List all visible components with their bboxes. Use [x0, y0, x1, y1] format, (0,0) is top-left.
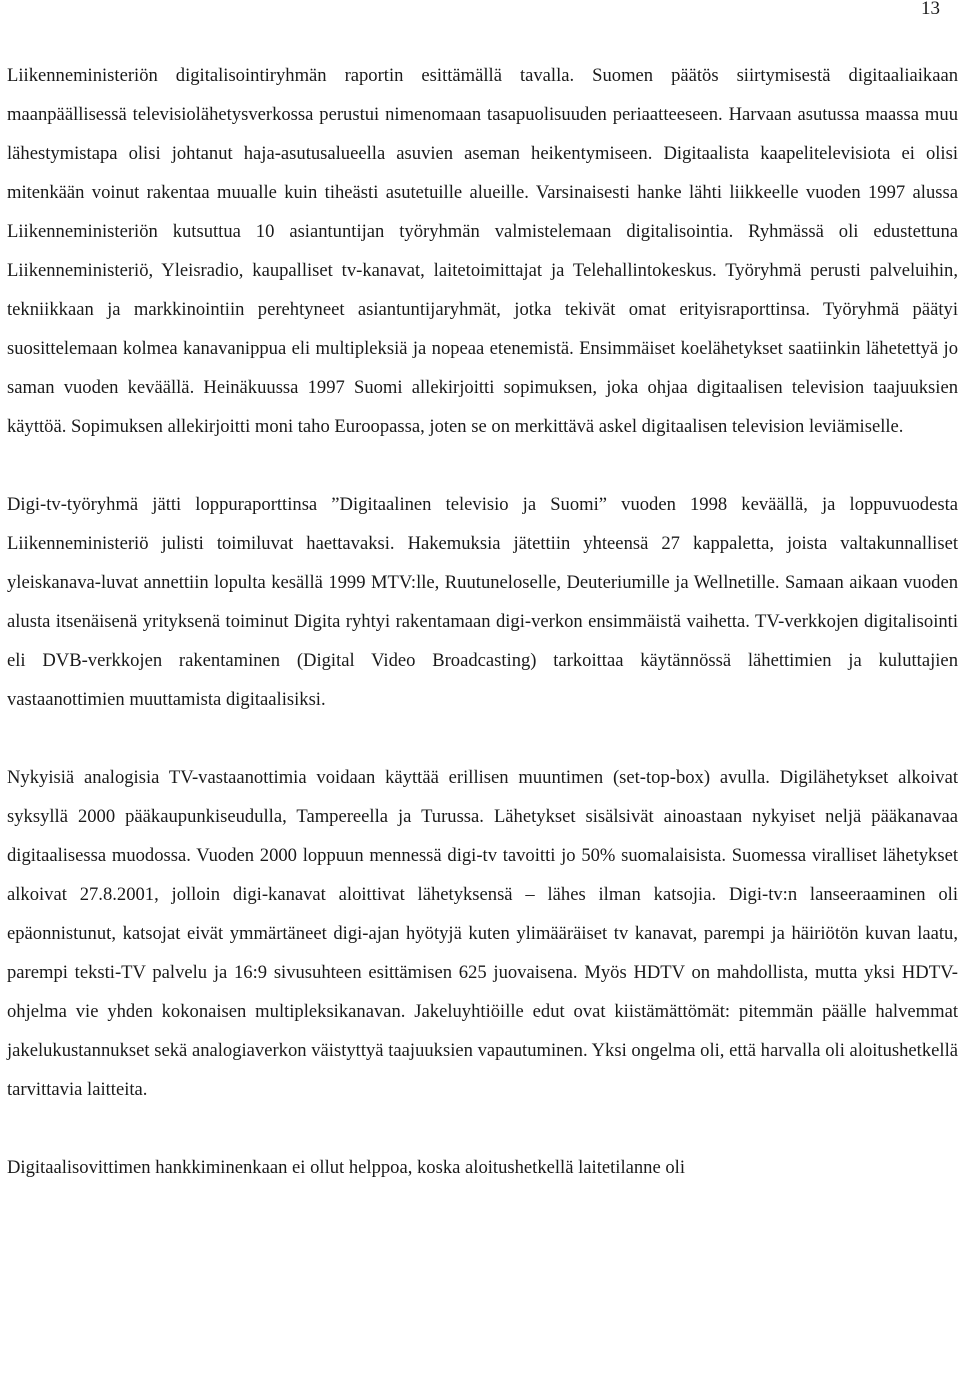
paragraph-3: Nykyisiä analogisia TV-vastaanottimia voidaan käyttää erillisen muuntimen (set-top-box) avulla. Digilähetykset alkoivat syksyllä 2000 pääkaupunkiseudulla, Tampereella ja Turussa. Lähetykset sisälsivät ainoastaan nykyiset neljä pääkanavaa digitaalisessa muodossa. Vuoden 2000 loppuun mennessä digi-tv tavoitti jo 50% suomalaisista. Suomessa viralliset lähetykset alkoivat 27.8.2001, jolloin digi-kanavat aloittivat lähetyksensä – lähes ilman katsojia. Digi-tv:n lanseeraaminen oli epäonnistunut, katsojat eivät ymmärtäneet digi-ajan hyötyjä kuten ylimääräiset tv kanavat, parempi ja häiriötön kuvan laatu, parempi teksti-TV palvelu ja 16:9 sivusuhteen esittämisen 625 juovaisena. Myös HDTV on mahdollista, mutta yksi HDTV-ohjelma vie yhden kokonaisen multipleksikanavan. Jakeluyhtiöille edut ovat kiistämättömät: pitemmän päälle halvemmat jakelukustannukset sekä analogiaverkon väistyttyä taajuuksien vapautuminen. Yksi ongelma oli, että harvalla oli aloitushetkellä tarvittavia laitteita.	[7, 767, 958, 1100]
paragraph-4: Digitaalisovittimen hankkiminenkaan ei ollut helppoa, koska aloitushetkellä laitetilanne oli	[7, 1157, 685, 1178]
paragraph-2: Digi-tv-työryhmä jätti loppuraporttinsa ”Digitaalinen televisio ja Suomi” vuoden 1998 keväällä, ja loppuvuodesta Liikenneministeriö julisti toimiluvat haettavaksi. Hakemuksia jätettiin yhteensä 27 kappaletta, joista valtakunnalliset yleiskanava-luvat annettiin lopulta kesällä 1999 MTV:lle, Ruutuneloselle, Deuteriumille ja Wellnetille. Samaan aikaan vuoden alusta itsenäisenä yrityksenä toiminut Digita ryhtyi rakentamaan digi-verkon ensimmäistä vaihetta. TV-verkkojen digitalisointi eli DVB-verkkojen rakentaminen (Digital Video Broadcasting) tarkoittaa käytännössä lähettimien ja kuluttajien vastaanottimien muuttamista digitaalisiksi.	[7, 494, 958, 710]
paragraph-1: Liikenneministeriön digitalisointiryhmän raportin esittämällä tavalla. Suomen päätös siirtymisestä digitaaliaikaan maanpäällisessä televisiolähetysverkossa perustui nimenomaan tasapuolisuuden periaatteeseen. Harvaan asutussa maassa muu lähestymistapa olisi johtanut haja-asutusalueella asuvien aseman heikentymiseen. Digitaalista kaapelitelevisiota ei olisi mitenkään voinut rakentaa muualle kuin tiheästi asutetuille alueille. Varsinaisesti hanke lähti liikkeelle vuoden 1997 alussa Liikenneministeriön kutsuttua 10 asiantuntijan työryhmän valmistelemaan digitalisointia. Ryhmässä oli edustettuna Liikenneministeriö, Yleisradio, kaupalliset tv-kanavat, laitetoimittajat ja Telehallintokeskus. Työryhmä perusti palveluihin, tekniikkaan ja markkinointiin perehtyneet asiantuntijaryhmät, jotka tekivät omat erityisraporttinsa. Työryhmä päätyi suosittelemaan kolmea kanavanippua eli multipleksiä ja nopeaa etenemistä. Ensimmäiset koelähetykset saatiinkin lähetettyä jo saman vuoden keväällä. Heinäkuussa 1997 Suomi allekirjoitti sopimuksen, joka ohjaa digitaalisen television taajuuksien käyttöä. Sopimuksen allekirjoitti moni taho Euroopassa, joten se on merkittävä askel digitaalisen television leviämiselle.	[7, 65, 958, 437]
page-number: 13	[921, 0, 940, 19]
document-body	[7, 56, 958, 1187]
